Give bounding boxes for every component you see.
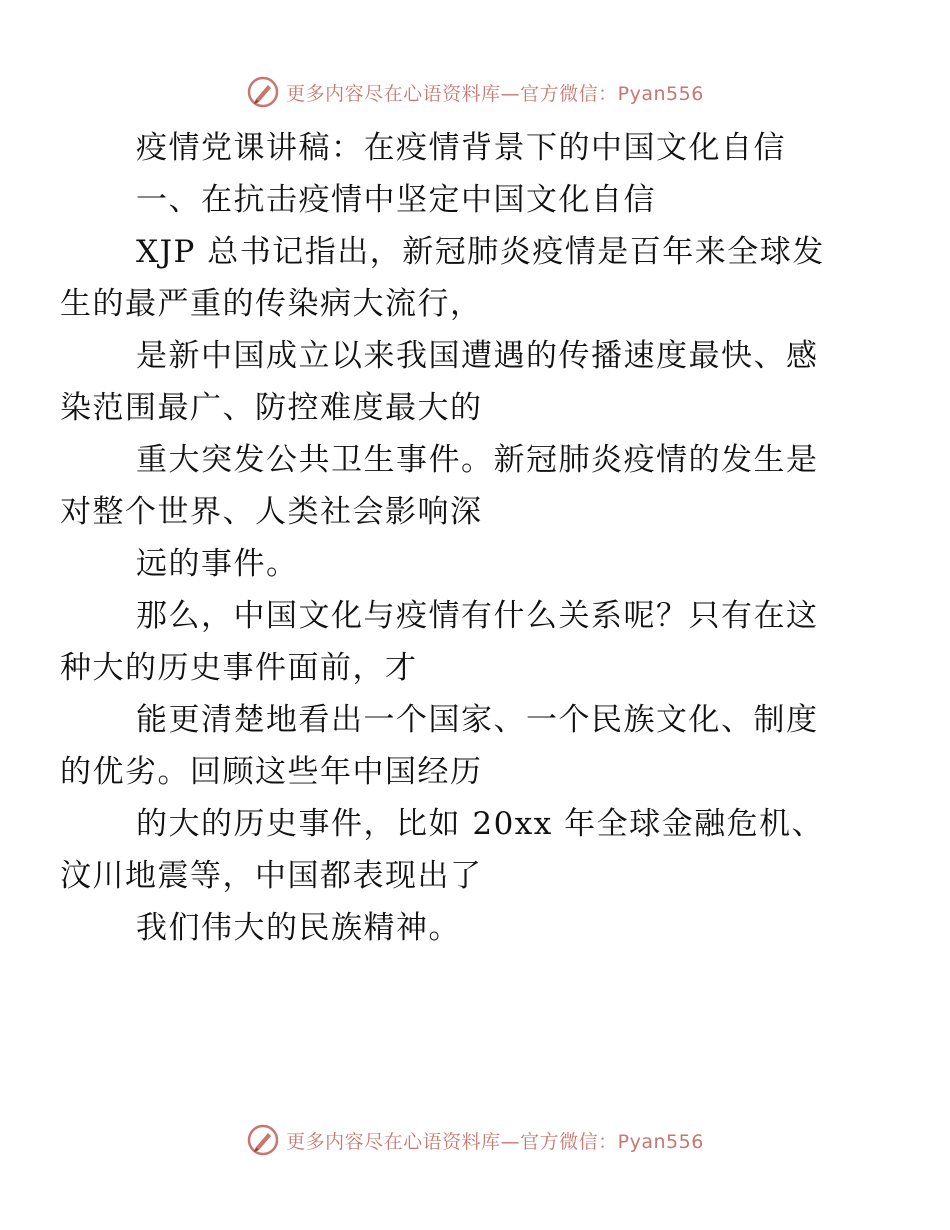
- footer-banner: [0, 1120, 950, 1160]
- text-line: 是新中国成立以来我国遭遇的传播速度最快、感: [136, 338, 819, 374]
- text-line: 重大突发公共卫生事件。新冠肺炎疫情的发生是: [136, 442, 819, 478]
- pen-logo-icon: [246, 75, 280, 109]
- text-line: 汶川地震等，中国都表现出了: [60, 858, 483, 894]
- text-line: 疫情党课讲稿：在疫情背景下的中国文化自信: [136, 130, 786, 166]
- text-line: 染范围最广、防控难度最大的: [60, 390, 483, 426]
- text-line: 那么，中国文化与疫情有什么关系呢？只有在这: [136, 598, 819, 634]
- pen-logo-icon: [246, 1123, 280, 1157]
- text-line: 的优劣。回顾这些年中国经历: [60, 754, 483, 790]
- header-banner-text: 更多内容尽在心语资料库—官方微信：Pyan556: [286, 82, 704, 105]
- text-line: XJP 总书记指出，新冠肺炎疫情是百年来全球发: [136, 234, 825, 270]
- text-line: 对整个世界、人类社会影响深: [60, 494, 483, 530]
- header-banner: [0, 72, 950, 112]
- document-text: [60, 122, 854, 954]
- text-line: 能更清楚地看出一个国家、一个民族文化、制度: [136, 702, 819, 738]
- text-line: 的大的历史事件，比如 20xx 年全球金融危机、: [136, 806, 825, 842]
- text-line: 远的事件。: [136, 546, 299, 582]
- text-line: 我们伟大的民族精神。: [136, 910, 461, 946]
- document-body: [60, 122, 854, 954]
- text-line: 一、在抗击疫情中坚定中国文化自信: [136, 182, 656, 218]
- text-line: 种大的历史事件面前，才: [60, 650, 418, 686]
- text-line: 生的最严重的传染病大流行，: [60, 286, 483, 322]
- footer-banner-text: 更多内容尽在心语资料库—官方微信：Pyan556: [286, 1130, 704, 1153]
